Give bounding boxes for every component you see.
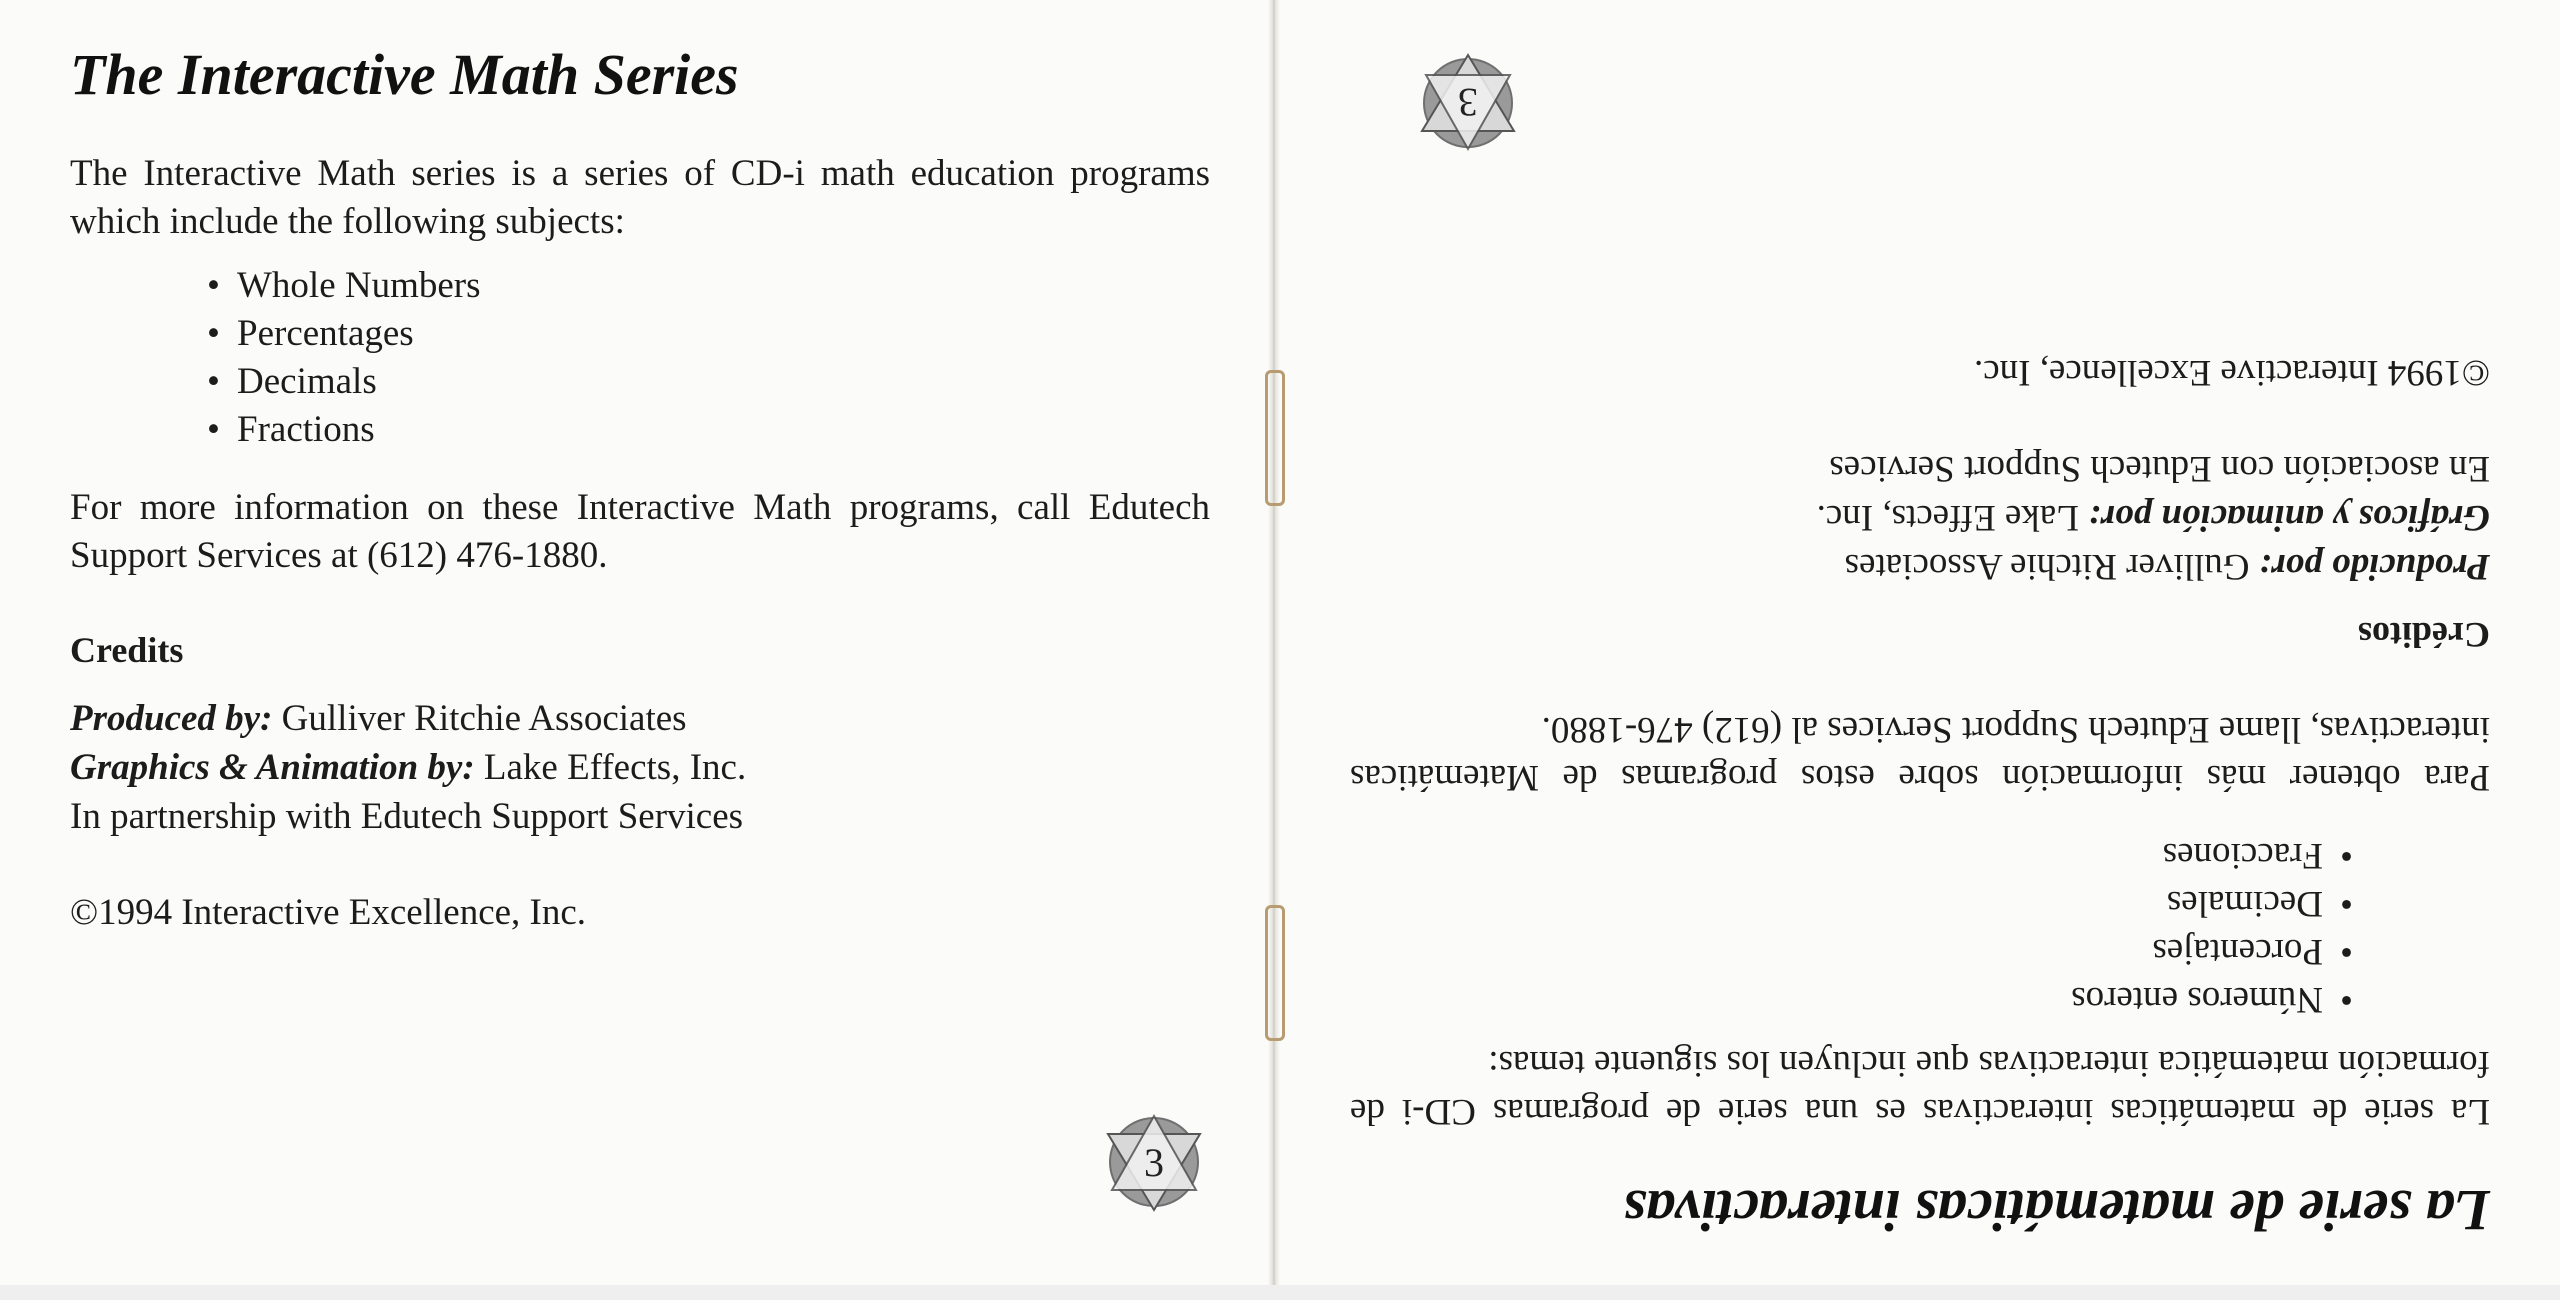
produced-by-label: Producido por: (2258, 546, 2490, 587)
triangle-emblem-icon (1416, 51, 1520, 155)
copyright-line: ©1994 Interactive Excellence, Inc. (1973, 352, 2490, 393)
graphics-label: Gráficos y animación por: (2088, 497, 2490, 538)
list-item: • Decimals (207, 358, 1210, 406)
list-item: • Decimales (1350, 879, 2353, 927)
credits-heading: Credits (70, 630, 184, 670)
produced-by-line (70, 694, 1210, 743)
intro-paragraph: La serie de matemáticas interactivas es una serie de programas CD-i de formación matemática interactivas que incluyen los siguente temas: (1350, 1043, 2490, 1132)
spanish-page-upside-down (1280, 0, 2560, 1285)
graphics-label: Graphics & Animation by: (70, 747, 475, 788)
list-item: • Números enteros (1350, 975, 2353, 1023)
spanish-content (1350, 348, 2490, 1247)
page-number: 3 (1458, 80, 1478, 125)
page-title: La serie de matemáticas interactivas (1623, 1178, 2490, 1243)
english-page (0, 0, 1270, 1285)
english-content (70, 38, 1210, 937)
center-fold (1268, 0, 1280, 1285)
produced-by-label: Produced by: (70, 698, 273, 739)
page-number: 3 (1144, 1140, 1164, 1185)
subject-list (70, 262, 1210, 454)
credits-heading: Créditos (2358, 615, 2490, 655)
info-paragraph: Para obtener más información sobre estos programas de Matemáticas interactivas, llame Edutech Support Services al (612) 476-1880. (1350, 709, 2490, 798)
produced-by-value: Gulliver Ritchie Associates (272, 698, 687, 739)
intro-paragraph: The Interactive Math series is a series of CD-i math education programs which include the following subjects: (70, 153, 1210, 242)
list-item: • Fractions (207, 406, 1210, 454)
page-number-emblem (1416, 51, 1520, 155)
graphics-value: Lake Effects, Inc. (1816, 497, 2089, 538)
list-item: • Percentages (207, 310, 1210, 358)
copyright-line: ©1994 Interactive Excellence, Inc. (70, 892, 587, 933)
list-item: • Porcentajes (1350, 927, 2353, 975)
subject-list (1350, 831, 2490, 1023)
graphics-line (1350, 493, 2490, 542)
triangle-emblem-icon (1102, 1110, 1206, 1214)
page-number-emblem (1102, 1110, 1206, 1214)
produced-by-line (1350, 542, 2490, 591)
info-paragraph: For more information on these Interactive Math programs, call Edutech Support Services at (612) 476-1880. (70, 487, 1210, 576)
produced-by-value: Gulliver Ritchie Associates (1844, 546, 2259, 587)
partnership-line: In partnership with Edutech Support Services (70, 796, 744, 837)
graphics-line (70, 743, 1210, 792)
graphics-value: Lake Effects, Inc. (474, 747, 747, 788)
page-title: The Interactive Math Series (70, 42, 739, 107)
list-item: • Whole Numbers (207, 262, 1210, 310)
list-item: • Fracciones (1350, 831, 2353, 879)
partnership-line: En asociación con Edutech Support Services (1829, 448, 2490, 489)
